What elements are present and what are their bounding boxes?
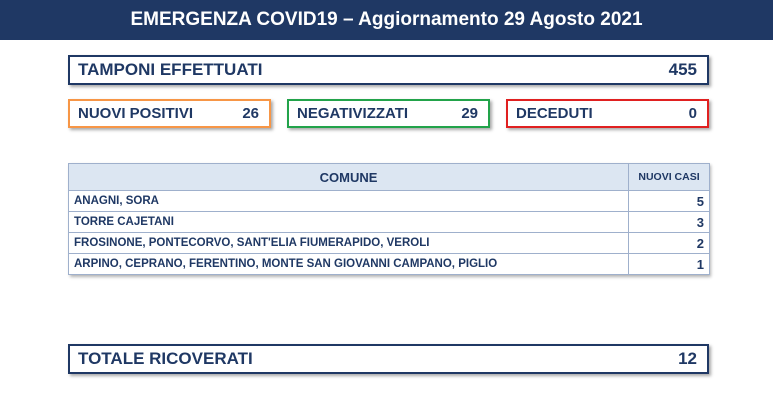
column-header-nuovi-casi: NUOVI CASI xyxy=(629,164,710,191)
tamponi-effettuati-box xyxy=(68,55,709,85)
nuovi-positivi-box xyxy=(68,99,271,128)
deceduti-box xyxy=(506,99,709,128)
table-header-row xyxy=(69,164,710,191)
deceduti-label: DECEDUTI xyxy=(516,105,593,122)
nuovi-positivi-value: 26 xyxy=(242,105,259,122)
nuovi-casi-cell: 5 xyxy=(629,191,710,212)
negativizzati-label: NEGATIVIZZATI xyxy=(297,105,409,122)
tamponi-label: TAMPONI EFFETTUATI xyxy=(78,60,263,79)
column-header-comune: COMUNE xyxy=(69,164,629,191)
table-row xyxy=(69,212,710,233)
table-row xyxy=(69,191,710,212)
comuni-table xyxy=(68,163,710,275)
comune-cell: TORRE CAJETANI xyxy=(69,212,629,233)
page-title-banner xyxy=(0,0,773,40)
comuni-table-container xyxy=(68,163,709,275)
tamponi-value: 455 xyxy=(668,60,697,79)
nuovi-positivi-label: NUOVI POSITIVI xyxy=(78,105,194,122)
totale-ricoverati-box xyxy=(68,344,709,374)
negativizzati-box xyxy=(287,99,490,128)
deceduti-value: 0 xyxy=(688,105,697,122)
table-row xyxy=(69,254,710,275)
comune-cell: ARPINO, CEPRANO, FERENTINO, MONTE SAN GIOVANNI CAMPANO, PIGLIO xyxy=(69,254,629,275)
nuovi-casi-cell: 1 xyxy=(629,254,710,275)
table-row xyxy=(69,233,710,254)
totale-ricoverati-label: TOTALE RICOVERATI xyxy=(78,349,253,368)
negativizzati-value: 29 xyxy=(461,105,478,122)
nuovi-casi-cell: 2 xyxy=(629,233,710,254)
comune-cell: FROSINONE, PONTECORVO, SANT'ELIA FIUMERAPIDO, VEROLI xyxy=(69,233,629,254)
page-title: EMERGENZA COVID19 – Aggiornamento 29 Agosto 2021 xyxy=(130,9,643,30)
totale-ricoverati-value: 12 xyxy=(678,349,697,368)
nuovi-casi-cell: 3 xyxy=(629,212,710,233)
comune-cell: ANAGNI, SORA xyxy=(69,191,629,212)
